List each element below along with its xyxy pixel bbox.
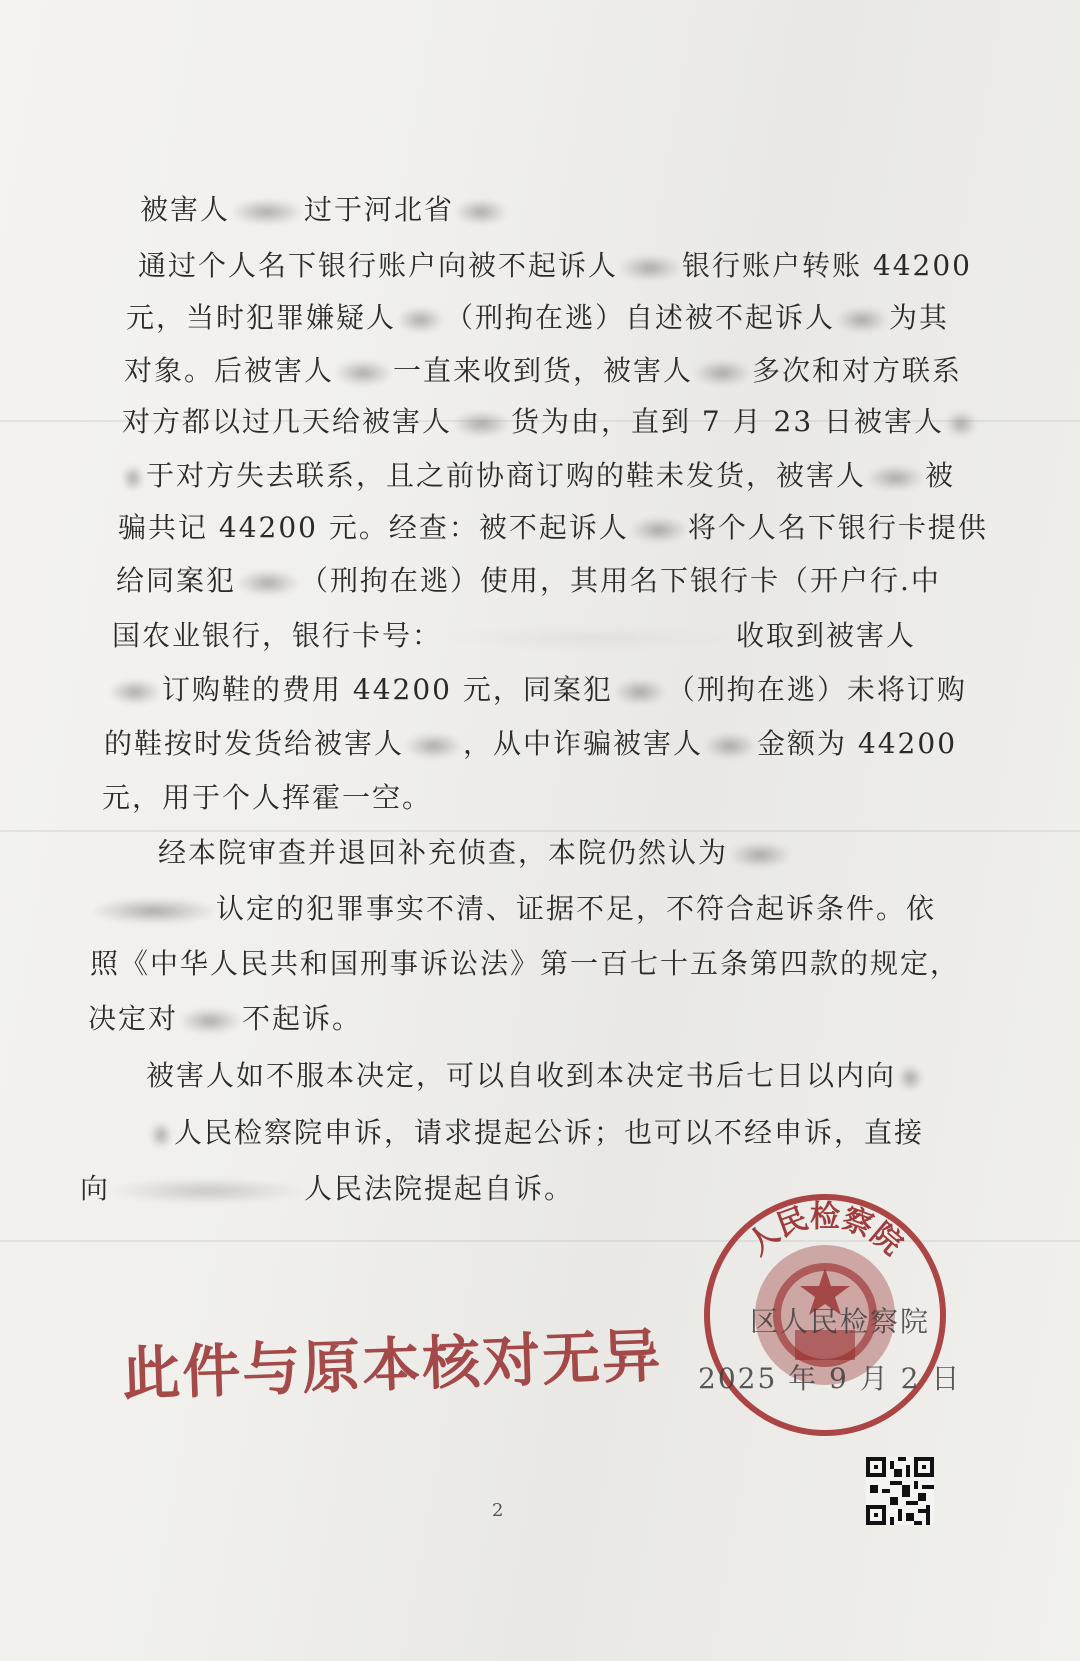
body-line-2 [138, 240, 972, 292]
text: 货为由，直到 7 月 23 日被害人 [511, 405, 945, 438]
text: 元，当时犯罪嫌疑人 [126, 301, 397, 334]
text: 金额为 44200 [757, 727, 958, 760]
signing-date: 2025 年 9 月 2 日 [698, 1362, 962, 1395]
redaction-blur [705, 733, 755, 759]
text: 向 [80, 1172, 111, 1205]
redaction-blur [615, 679, 665, 705]
text: 被害人 [140, 193, 231, 226]
body-line-3 [126, 292, 949, 344]
text: （刑拘在逃）使用，其用名下银行卡（开户行.中 [300, 564, 941, 597]
redaction-blur [868, 465, 923, 491]
text: 骗共记 44200 元。经查：被不起诉人 [118, 511, 629, 544]
text: 订购鞋的费用 44200 元，同案犯 [162, 673, 613, 706]
body-line-15 [90, 938, 960, 990]
text: 的鞋按时发货给被害人 [104, 727, 405, 760]
redaction-blur [946, 411, 976, 437]
redaction-blur [444, 625, 734, 651]
body-line-11 [104, 718, 957, 770]
redaction-blur [730, 842, 790, 868]
text: 不起诉。 [242, 1002, 363, 1035]
text: ，从中诈骗被害人 [463, 727, 704, 760]
body-line-19 [80, 1163, 574, 1215]
signing-organization: 区人民检察院 [750, 1305, 931, 1338]
redaction-blur [398, 307, 443, 333]
text: 收取到被害人 [736, 619, 917, 652]
text: 国农业银行，银行卡号： [112, 619, 443, 652]
text: 给同案犯 [116, 564, 237, 597]
redaction-blur [456, 199, 506, 225]
redaction-blur [232, 199, 302, 225]
redaction-blur [695, 360, 750, 386]
text: 为其 [889, 301, 950, 334]
text: 通过个人名下银行账户向被不起诉人 [138, 249, 619, 282]
body-line-6 [120, 450, 955, 502]
text: （刑拘在逃）未将订购 [666, 673, 967, 706]
body-line-4 [124, 345, 962, 397]
text: 认定的犯罪事实不清、证据不足，不符合起诉条件。依 [216, 892, 937, 925]
text: 对象。后被害人 [124, 354, 335, 387]
redaction-blur [122, 465, 144, 491]
text: 被害人如不服本决定，可以自收到本决定书后七日以内向 [146, 1059, 897, 1092]
redaction-blur [454, 411, 509, 437]
body-line-1 [140, 184, 508, 236]
body-line-8 [116, 555, 941, 607]
text: 银行账户转账 44200 [682, 249, 972, 282]
text: 元，用于个人挥霍一空。 [102, 781, 433, 814]
redaction-blur [180, 1008, 240, 1034]
text: 将个人名下银行卡提供 [687, 511, 988, 544]
redaction-blur [620, 255, 680, 281]
body-line-18 [148, 1107, 924, 1159]
text: 对方都以过几天给被害人 [122, 405, 453, 438]
body-line-13 [158, 827, 792, 879]
redaction-blur [898, 1065, 923, 1091]
body-line-14 [92, 883, 936, 935]
text: 人民检察院申诉，请求提起公诉；也可以不经申诉，直接 [174, 1116, 925, 1149]
redaction-blur [150, 1122, 172, 1148]
text: 人民法院提起自诉。 [304, 1172, 575, 1205]
body-line-5 [122, 396, 978, 448]
text: （刑拘在逃）自述被不起诉人 [445, 301, 836, 334]
body-line-17 [146, 1050, 925, 1102]
redaction-blur [406, 733, 461, 759]
body-line-10 [108, 664, 967, 716]
redaction-blur [112, 1178, 302, 1204]
body-line-7 [118, 502, 988, 554]
text: 照《中华人民共和国刑事诉讼法》第一百七十五条第四款的规定， [90, 947, 961, 980]
seal-ring-text: 人民检察院 [740, 1199, 910, 1263]
text: 一直来收到货，被害人 [393, 354, 694, 387]
redaction-blur [837, 307, 887, 333]
text: 经本院审查并退回补充侦查，本院仍然认为 [158, 836, 729, 869]
body-line-12 [102, 772, 432, 824]
certification-stamp: 此件与原本核对无异 [121, 1321, 664, 1409]
redaction-blur [94, 898, 214, 924]
qr-code-icon [866, 1457, 934, 1525]
redaction-blur [110, 679, 160, 705]
text: 于对方失去联系，且之前协商订购的鞋未发货，被害人 [146, 459, 867, 492]
redaction-blur [336, 360, 391, 386]
redaction-blur [238, 570, 298, 596]
body-line-16 [88, 993, 362, 1045]
body-line-9 [112, 610, 916, 662]
text: 决定对 [88, 1002, 179, 1035]
page-number: 2 [492, 1500, 504, 1521]
text: 多次和对方联系 [752, 354, 963, 387]
redaction-blur [631, 517, 686, 543]
text: 过于河北省 [304, 193, 455, 226]
text: 被 [925, 459, 956, 492]
